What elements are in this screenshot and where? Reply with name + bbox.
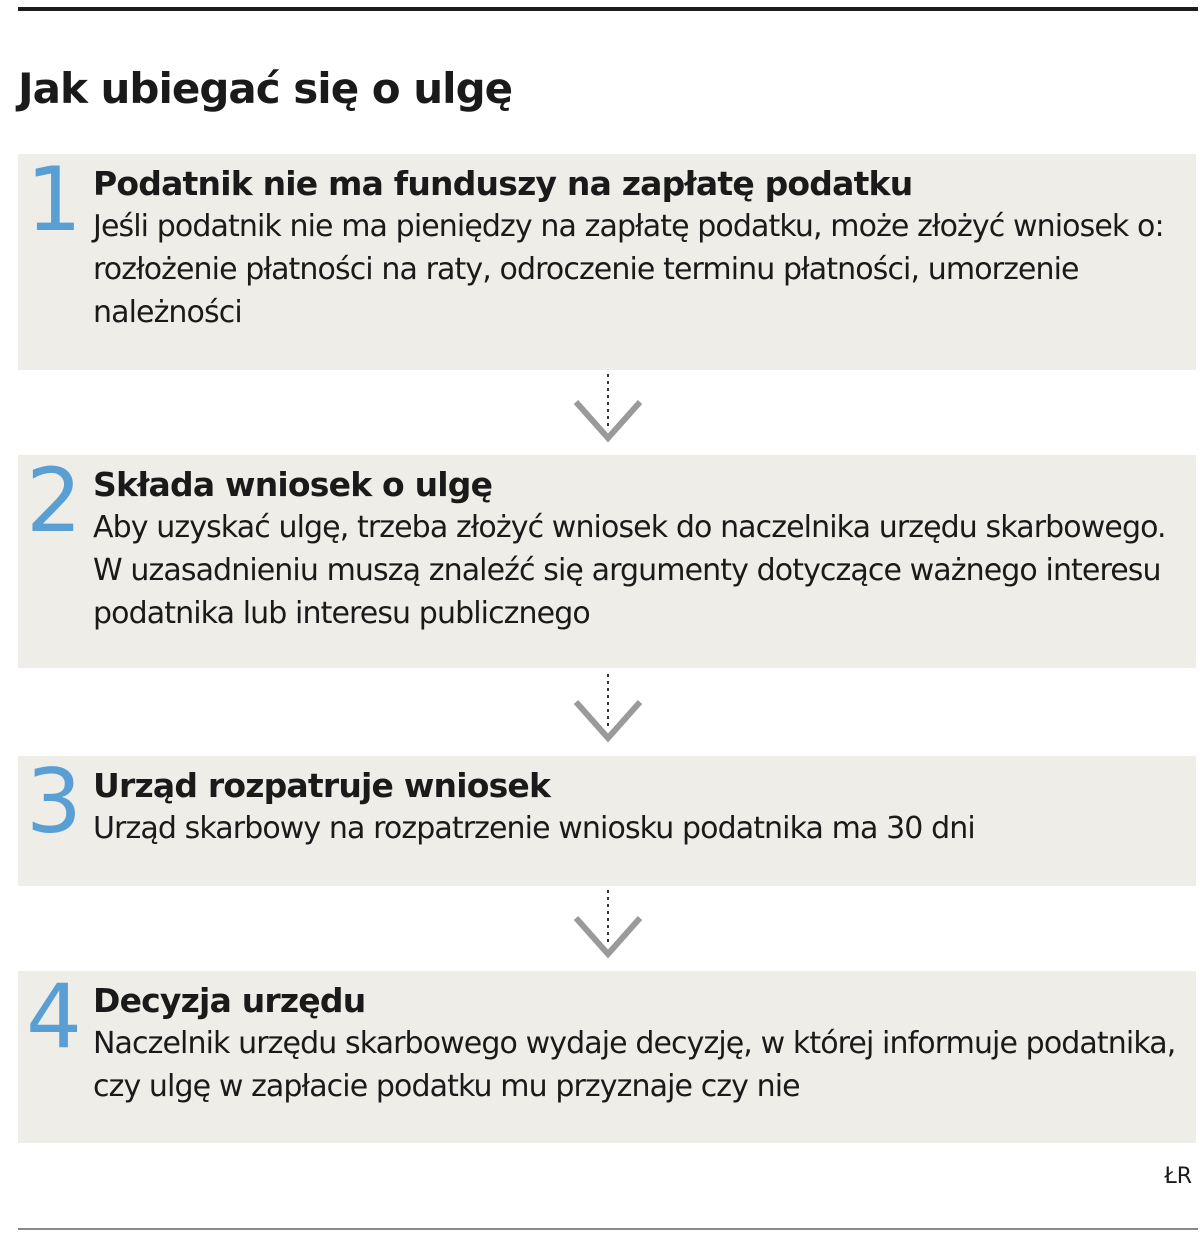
author-credit: ŁR [1164,1164,1192,1189]
step-text-3: Urząd skarbowy na rozpatrzenie wniosku podatnika ma 30 dni [93,811,975,846]
step-box-2 [18,449,1196,668]
step-number-3: 3 [26,750,80,853]
down-arrow-icon [568,372,648,452]
down-arrow-icon [568,672,648,752]
step-box-3 [18,750,1196,886]
top-rule [18,7,1198,11]
step-number-4: 4 [26,965,80,1068]
bottom-rule [18,1228,1198,1230]
page-title: Jak ubiegać się o ulgę [18,64,513,113]
step-number-1: 1 [26,148,80,251]
step-heading-3: Urząd rozpatruje wniosek [93,766,551,805]
step-heading-4: Decyzja urzędu [93,981,366,1020]
step-box-4 [18,965,1196,1143]
step-number-2: 2 [26,449,80,552]
step-text-1: Jeśli podatnik nie ma pieniędzy na zapłatę podatku, może złożyć wniosek o: rozłożenie płatności na raty, odroczenie terminu płatności, umorzenie należności [93,209,1164,330]
step-text-2: Aby uzyskać ulgę, trzeba złożyć wniosek do naczelnika urzędu skarbowego. W uzasadnieniu muszą znaleźć się argumenty dotyczące ważnego interesu podatnika lub interesu publicznego [93,510,1166,631]
step-heading-2: Składa wniosek o ulgę [93,465,493,504]
step-box-1 [18,148,1196,370]
down-arrow-icon [568,888,648,968]
step-text-4: Naczelnik urzędu skarbowego wydaje decyzję, w której informuje podatnika, czy ulgę w zapłacie podatku mu przyznaje czy nie [93,1026,1176,1104]
step-heading-1: Podatnik nie ma funduszy na zapłatę podatku [93,164,913,203]
